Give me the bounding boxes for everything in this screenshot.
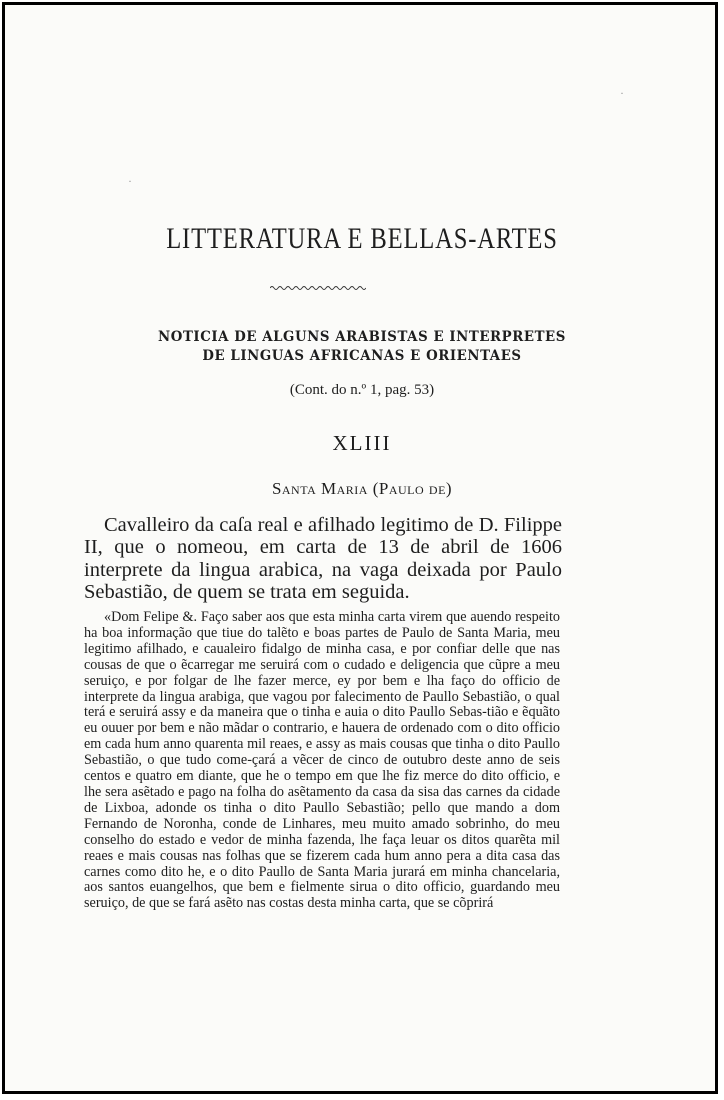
- article-title-line1: NOTICIA DE ALGUNS ARABISTAS E INTERPRETES: [158, 329, 566, 345]
- ornament-divider: [270, 283, 366, 293]
- print-speck: ·: [128, 174, 132, 188]
- article-title: [18, 328, 706, 366]
- article-title-line2: DE LINGUAS AFRICANAS E ORIENTAES: [202, 348, 522, 364]
- print-speck: ·: [620, 86, 624, 100]
- chapter-number: XLIII: [332, 431, 392, 455]
- intro-paragraph: Cavalleiro da caſa real e afilhado legitimo de D. Filippe II, que o nomeou, em carta de 13 de abril de 1606 interprete da lingua arabica, na vaga deixada por Paulo Sebastião, de quem se trata em seguida.: [84, 514, 562, 604]
- person-name: Santa Maria (Paulo de): [271, 479, 453, 498]
- section-title: LITTERATURA E BELLAS-ARTES: [166, 222, 558, 255]
- continuation-note: (Cont. do n.º 1, pag. 53): [289, 382, 435, 398]
- document-paragraph: «Dom Felipe &. Faço saber aos que esta minha carta virem que auendo respeito ha boa informação que tiue do talẽto e boas partes de Paulo de Santa Maria, meu legitimo afilhado, e caualeiro fidalgo de minha casa, e por confiar delle que nas cousas de que o ẽcarregar me seruirá com o cudado e deligencia que cũpre a meu seruiço, e por folgar de lhe fazer merce, ey por bem e lha faço do officio de interprete da lingua arabiga, que vagou por falecimento de Paullo Sebastião, o qual terá e seruirá assy e da maneira que o tinha e auia o dito Paullo Sebas-tião e ẽquãto eu ouuer por bem e não mãdar o contrario, e hauera de ordenado com o dito officio em cada hum anno quarenta mil reaes, e assy as mais cousas que tinha o dito Paullo Sebastião, o que tudo come-çará a vẽcer de cinco de outubro deste anno de seis centos e quatro em diante, que he o tempo em que lhe fiz merce do dito officio, e lhe sera asẽtado e pago na folha do asẽtamento da casa da sisa das carnes da cidade de Lixboa, adonde os tinha o dito Paullo Sebastião; pello que mando a dom Fernando de Noronha, conde de Linhares, meu muito amado sobrinho, do meu conselho do estado e vedor de minha fazenda, lhe faça leuar os ditos quarẽta mil reaes e mais cousas nas folhas que se fizerem cada hum anno pera a dita casa das carnes como dito he, e o dito Paullo de Santa Maria jurará em minha chancelaria, aos santos euangelhos, que bem e fielmente sirua o dito officio, guardando meu seruiço, de que se fará asẽto nas costas desta minha carta, que se cõprirá: [84, 609, 560, 912]
